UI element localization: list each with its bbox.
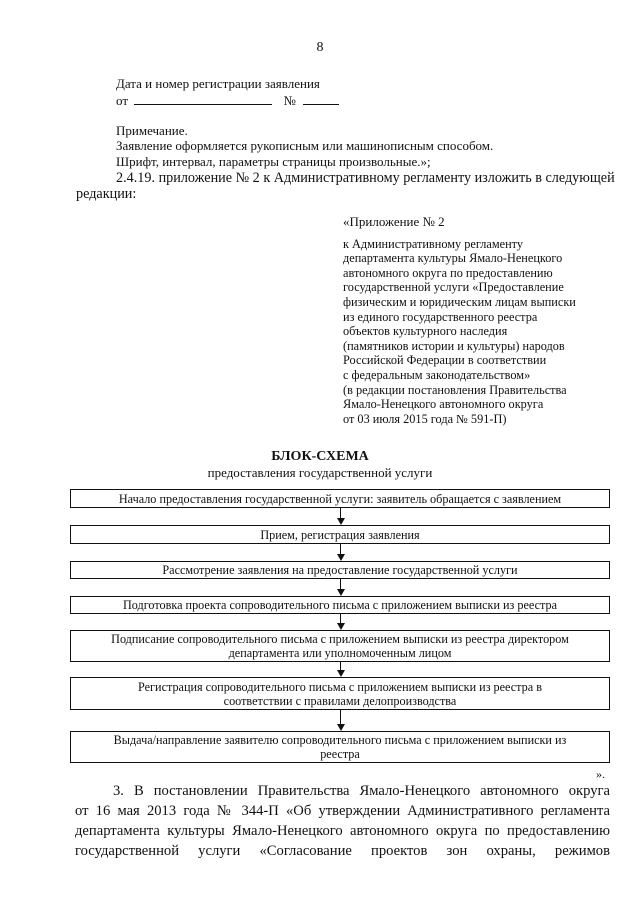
appendix-line: объектов культурного наследия xyxy=(343,324,508,339)
flow-step-text: Регистрация сопроводительного письма с приложением выписки из реестра в xyxy=(138,679,542,694)
flow-step-text: Прием, регистрация заявления xyxy=(260,527,420,542)
paragraph-line: департамента культуры Ямало-Ненецкого автономного округа по предоставлению xyxy=(75,823,610,839)
appendix-line: физическим и юридическим лицам выписки xyxy=(343,294,576,309)
appendix-heading: «Приложение № 2 xyxy=(343,214,445,229)
flow-arrow xyxy=(337,579,345,596)
note-line-1: Заявление оформляется рукописным или машинописным способом. xyxy=(116,138,494,153)
appendix-block xyxy=(343,215,608,426)
registration-title: Дата и номер регистрации заявления xyxy=(116,76,320,91)
appendix-line: (памятников истории и культуры) народов xyxy=(343,338,565,353)
flow-step-7 xyxy=(70,731,610,763)
flow-step-2 xyxy=(70,525,610,544)
flow-arrow xyxy=(337,544,345,561)
amendment-line-2: редакции: xyxy=(76,186,137,202)
flowchart-title: БЛОК-СХЕМА xyxy=(271,449,369,464)
flow-step-text: Подписание сопроводительного письма с приложением выписки из реестра директором xyxy=(111,632,569,646)
flow-step-text: Рассмотрение заявления на предоставление государственной услуги xyxy=(162,563,518,577)
appendix-line: автономного округа по предоставлению xyxy=(343,265,553,280)
appendix-line: департамента культуры Ямало-Ненецкого xyxy=(343,251,563,266)
flow-step-text: департамента или уполномоченным лицом xyxy=(228,646,452,660)
flow-step-text: Выдача/направление заявителю сопроводительного письма с приложением выписки из xyxy=(113,733,567,747)
amendment-line-1: 2.4.19. приложение № 2 к Административному регламенту изложить в следующей xyxy=(116,170,615,186)
appendix-line: Ямало-Ненецкого автономного округа xyxy=(343,397,544,412)
flow-step-4 xyxy=(70,596,610,614)
appendix-line: с федеральным законодательством» xyxy=(343,367,531,382)
appendix-line: государственной услуги «Предоставление xyxy=(343,280,564,295)
page-number: 8 xyxy=(316,40,324,55)
registration-line xyxy=(116,92,339,109)
flow-step-6 xyxy=(70,677,610,710)
from-label: от xyxy=(116,93,129,108)
flow-arrow xyxy=(337,614,345,630)
number-blank xyxy=(303,92,339,105)
number-sign: № xyxy=(283,93,296,108)
flowchart-closing-quote: ». xyxy=(596,767,605,781)
paragraph-line: государственной услуги «Согласование проектов зон охраны, режимов xyxy=(75,843,610,859)
flow-step-text: Начало предоставления государственной услуги: заявитель обращается с заявлением xyxy=(118,491,562,506)
flow-arrow xyxy=(337,662,345,677)
paragraph-line: от 16 мая 2013 года № 344-П «Об утверждении Административного регламента xyxy=(75,803,610,819)
appendix-line: к Административному регламенту xyxy=(343,236,524,251)
appendix-line: Российской Федерации в соответствии xyxy=(343,353,547,368)
flowchart-subtitle: предоставления государственной услуги xyxy=(207,465,433,480)
flow-step-text: реестра xyxy=(320,747,360,761)
flow-arrow xyxy=(337,508,345,525)
appendix-line: из единого государственного реестра xyxy=(343,309,538,324)
appendix-line: от 03 июля 2015 года № 591-П) xyxy=(343,411,507,426)
paragraph-line: 3. В постановлении Правительства Ямало-Ненецкого автономного округа xyxy=(113,783,610,799)
note-heading: Примечание. xyxy=(116,123,188,138)
flow-step-text: соответствии с правилами делопроизводства xyxy=(223,693,457,708)
note-line-2: Шрифт, интервал, параметры страницы произвольные.»; xyxy=(116,154,431,169)
date-blank xyxy=(134,92,272,105)
flow-arrow xyxy=(337,710,345,731)
flow-step-5 xyxy=(70,630,610,662)
flow-step-3 xyxy=(70,561,610,579)
flow-step-text: Подготовка проекта сопроводительного письма с приложением выписки из реестра xyxy=(122,598,558,612)
appendix-line: (в редакции постановления Правительства xyxy=(343,382,567,397)
flow-step-1 xyxy=(70,489,610,508)
